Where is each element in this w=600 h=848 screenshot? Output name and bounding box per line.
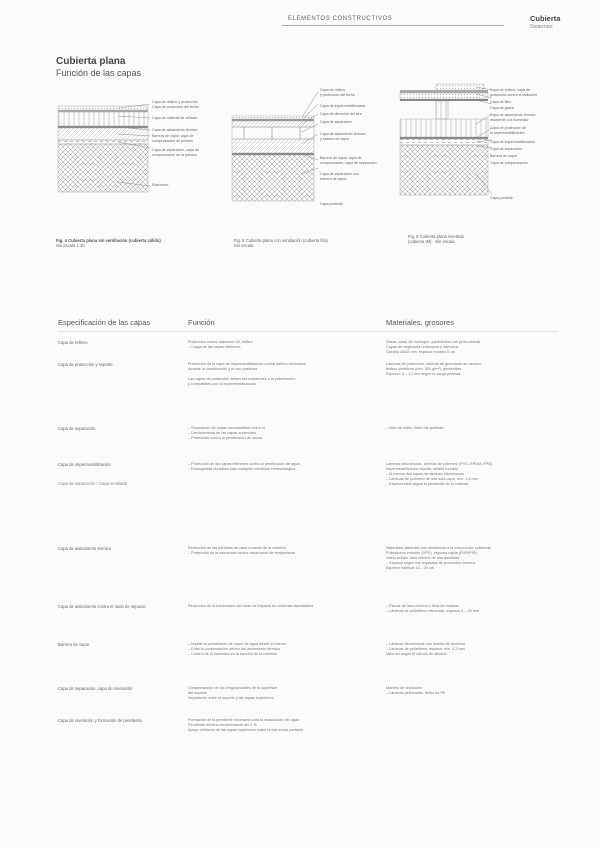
function-line: – Estanquidad duradera bajo cualquier condición meteorológica (188, 466, 296, 471)
fig4-label-9: Estructura (152, 183, 169, 187)
fig5-caption-title: Fig. 5 Cubierta plana con ventilación (cubierta fría) (234, 238, 328, 243)
layer-name: Capa de nivelación y formación de pendiente (58, 718, 142, 723)
function-line: Reducción de la transmisión del ruido de impacto en cubiertas transitables (188, 604, 314, 608)
category-block (530, 14, 560, 30)
layer-function (188, 426, 374, 441)
layer-materials (386, 462, 566, 487)
material-line: – Velo de vidrio, fieltro de poliéster (386, 426, 445, 430)
function-line: Protección contra radiación UV, tráfico (188, 340, 253, 344)
material-line: Espesor: 3 – 10 mm según la carga prevista (386, 371, 461, 376)
fig4-label-6: compensación de presión (152, 139, 193, 143)
function-line: durante la construcción y el uso posterior (188, 366, 258, 371)
fig5-label-7: y barrera de vapor (320, 137, 350, 141)
fig4-label-4: Capa de aislamiento térmico (152, 128, 198, 132)
fig5-label-10: Capa de separación con (320, 172, 359, 176)
layer-materials (386, 362, 566, 377)
fig6-label-4: Capa de grava (490, 106, 514, 110)
function-line: Compensación de las irregularidades de la superficie (188, 686, 278, 690)
layer-name: Capa de relleno (58, 340, 88, 345)
fig5-label-3: Capa de impermeabilización (320, 104, 366, 108)
function-line: y compatibles con la impermeabilización (188, 381, 256, 386)
layer-row-label (58, 642, 178, 647)
material-line: Valor sd según el cálculo de difusión (386, 651, 448, 656)
fig5-label-4: Capa de dirección del aire (320, 112, 362, 116)
material-line: Gravilla 16/32 mm, espesor mínimo 5 cm (386, 349, 456, 354)
figure-5-drawing (232, 104, 314, 210)
layer-row-label (58, 546, 178, 551)
material-line: Vidrio celular, lana mineral de alta densidad (386, 555, 460, 560)
layer-name: Capa de separación (58, 426, 96, 431)
fig6-label-5: Capa de aislamiento térmico (490, 113, 536, 117)
material-line: Grava, losas de hormigón, pavimentos con junta abierta (386, 340, 481, 344)
material-line: Mortero de nivelación (386, 686, 423, 690)
fig4-label-1: Capa de relleno y protección (152, 100, 198, 104)
fig5-label-12: Capa portante (320, 202, 343, 206)
layer-name: Capa de protección y soporte (58, 362, 113, 367)
material-line: Láminas de protección, esteras de granulado de caucho, (386, 362, 482, 366)
function-line: – Protección de las capas inferiores contra la penetración de agua (188, 462, 300, 466)
figure-4-caption (56, 238, 161, 248)
layer-materials (386, 340, 566, 355)
fig5-label-8: Barrera de vapor, capa de (320, 156, 362, 160)
layer-materials (386, 426, 566, 431)
table-header-materials: Materiales, grosores (386, 318, 454, 327)
material-line: Materiales aislantes con resistencia a la compresión suficiente (386, 546, 491, 550)
function-line: – Impide la penetración de vapor de agua desde el interior (188, 642, 287, 646)
material-line: – Láminas perforadas, fieltro de PE (386, 690, 446, 695)
figure-6-caption (408, 234, 464, 244)
layer-row-label (58, 718, 178, 723)
fig6-label-9: Capa de impermeabilización (490, 140, 536, 144)
layer-function (188, 604, 374, 609)
material-line: – Espesor según los requisitos de protección térmica (386, 560, 476, 565)
layer-row-label (58, 686, 178, 691)
table-header-rule (58, 331, 558, 332)
layer-function (188, 462, 374, 472)
material-line: – Láminas bituminosas con inserto de aluminio (386, 642, 465, 646)
fig6-label-6: resistente a la humedad (490, 118, 529, 122)
layer-name: Capa de aislamiento contra el ruido de impacto (58, 604, 146, 609)
figure-6-drawing (400, 84, 488, 218)
table-header-function: Función (188, 318, 215, 327)
layer-subname: Capa de separación / Capa ventilada (58, 481, 127, 487)
fig5-label-2: y protección del techo (320, 93, 355, 97)
function-line: – Separación de capas incompatibles entre sí (188, 426, 265, 430)
material-line: – Láminas de polietileno reticulado, espesor 5 – 20 mm (386, 608, 480, 613)
fig6-label-10: Capa de separación (490, 147, 523, 151)
function-line: Protección de la capa de impermeabilización contra daños mecánicos (188, 362, 306, 366)
layer-name: Barrera de vapor (58, 642, 90, 647)
function-line: – Evita la condensación dentro del aislamiento térmico (188, 646, 280, 651)
fig6-caption-note: (cubierta IM) · Sin escala (408, 239, 455, 244)
function-line: Pendiente mínima recomendada del 2 % (188, 722, 257, 727)
function-line: Las capas de protección deben ser resistentes a la putrefacción (188, 376, 296, 381)
layer-function (188, 718, 374, 733)
layer-function (188, 642, 374, 657)
material-line: – Láminas de polímero de una sola capa, mín. 1,5 mm (386, 476, 478, 481)
material-line: – Láminas de polietileno, espesor mín. 0,2 mm (386, 646, 465, 651)
category-subtitle: Sistemas (530, 24, 553, 30)
fig5-label-9: compensación, capa de separación (320, 161, 377, 165)
fig5-label-6: Capa de aislamiento térmico (320, 132, 366, 136)
fig6-label-3: Capa de filtro (490, 100, 512, 104)
layer-row-label (58, 604, 178, 609)
fig4-caption-note: Sin escala 1:20 (56, 243, 85, 248)
fig6-label-7: Capa de protección de (490, 126, 527, 130)
fig6-label-13: Capa portante (490, 196, 513, 200)
function-line: – Deslizamiento de las capas superiores (188, 430, 257, 435)
layer-row-label (58, 462, 178, 486)
layer-function (188, 362, 374, 387)
layer-function (188, 686, 374, 701)
fig5-label-11: barrera de vapor (320, 177, 347, 181)
page-subtitle: Función de las capas (56, 68, 142, 78)
layer-name: Capa de separación, capa de nivelación (58, 686, 133, 691)
fig6-label-1: Capa de relleno, capa de (490, 88, 531, 92)
layer-materials (386, 604, 566, 614)
layer-row-label (58, 362, 178, 367)
fig6-label-2: protección contra la radiación (490, 93, 537, 97)
fig4-label-7: Capa de separación, capa de (152, 148, 199, 152)
layer-materials (386, 642, 566, 657)
figure-5-caption (234, 238, 328, 248)
fig4-caption-title: Fig. 4 Cubierta plana sin ventilación (cubierta cálida) (56, 238, 161, 243)
fig4-label-2: Capa de protección del techo (152, 105, 199, 109)
fig5-label-5: Capa de separación (320, 120, 353, 124)
material-line: Impermeabilización líquida, asfalto fundido (386, 466, 458, 471)
layer-name: Capa de impermeabilización (58, 462, 111, 467)
fig6-label-11: Barrera de vapor (490, 154, 517, 158)
category-title: Cubierta (530, 14, 561, 23)
table-header-layers: Especificación de las capas (58, 318, 151, 327)
layer-materials (386, 546, 566, 571)
layer-row-label (58, 340, 178, 345)
fig5-label-1: Capa de relleno (320, 88, 346, 92)
material-line: Láminas bituminosas, láminas de polímero (PVC, EPDM, FPO) (386, 462, 493, 466)
page-title-block (56, 56, 141, 78)
function-line: – Protección contra la penetración de raíces (188, 435, 263, 440)
header-rule (282, 25, 504, 26)
fig4-label-3: Capa de material de sellado (152, 116, 197, 120)
material-line: – Al menos dos capas de láminas bituminosas (386, 471, 464, 476)
function-line: Apoyo uniforme de las capas superiores sobre la estructura portante (188, 727, 304, 732)
material-line: Poliestireno extruido (XPS), espuma rígida (PUR/PIR) (386, 550, 477, 555)
section-header: ELEMENTOS CONSTRUCTIVOS (288, 16, 393, 22)
function-line: – Protección de la estructura contra variaciones de temperatura (188, 550, 296, 555)
material-line: – Placas de lana mineral o fibra de madera (386, 604, 459, 608)
function-line: Reducción de las pérdidas de calor a través de la cubierta (188, 546, 286, 550)
fig4-label-8: compensación de la presión (152, 153, 197, 157)
function-line: del soporte (188, 690, 207, 695)
layer-row-label (58, 426, 178, 431)
function-line: – Carga de las capas inferiores (188, 344, 241, 349)
material-line: – Espesor total según la pendiente de la cubierta (386, 481, 469, 486)
layer-name: Capa de aislamiento térmico (58, 546, 112, 551)
material-line: Capas de vegetación extensiva o intensiva (386, 344, 458, 349)
function-line: Formación de la pendiente necesaria para la evacuación del agua (188, 718, 300, 722)
page-title: Cubierta plana (56, 56, 126, 67)
material-line: Espesor habitual 12 – 24 cm (386, 565, 435, 570)
figure-4-drawing (58, 92, 148, 204)
fig4-label-5: Barrera de vapor, capa de (152, 134, 194, 138)
function-line: Separación entre el soporte y las capas superiores (188, 695, 274, 700)
layer-materials (386, 686, 566, 696)
fig6-label-8: la impermeabilización (490, 131, 525, 135)
material-line: fieltros sintéticos (mín. 300 g/m²), geotextiles (386, 366, 462, 371)
layer-function (188, 546, 374, 556)
layer-function (188, 340, 374, 350)
fig6-label-12: Capa de compensación (490, 161, 528, 165)
function-line: – Control de la humedad en la sección de la cubierta (188, 651, 277, 656)
fig5-caption-note: Sin escala (234, 243, 254, 248)
fig6-caption-title: Fig. 6 Cubierta plana invertida (408, 234, 464, 239)
